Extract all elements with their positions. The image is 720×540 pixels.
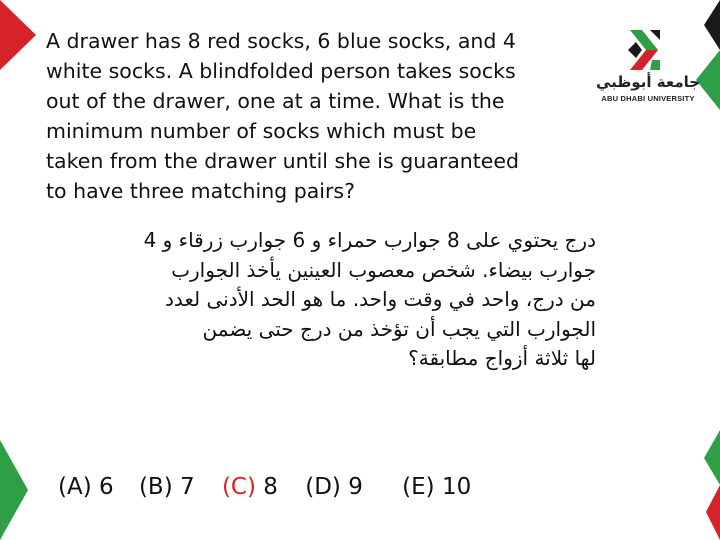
corner-decoration-top-left: [0, 0, 40, 70]
university-logo: [578, 28, 708, 108]
question-line-arabic: لها ثلاثة أزواج مطابقة؟: [408, 346, 596, 370]
option-value: 8: [263, 474, 278, 500]
option-value: 10: [441, 474, 472, 500]
answer-option-b: [139, 474, 195, 500]
corner-green-triangle: [0, 440, 28, 540]
option-value: 7: [180, 474, 195, 500]
corner-red-triangle: [706, 485, 720, 540]
option-letter: (B): [138, 474, 173, 500]
answer-option-d: [305, 474, 363, 500]
question-line: A drawer has 8 red socks, 6 blue socks, and 4: [46, 29, 516, 53]
question-line: white socks. A blindfolded person takes socks: [46, 59, 516, 83]
option-letter: (E): [402, 474, 435, 500]
answer-option-c: [222, 474, 278, 500]
question-line: minimum number of socks which must be: [46, 119, 477, 143]
option-letter-correct: (C): [221, 474, 256, 500]
answer-options: [58, 474, 471, 500]
answer-option-e: [402, 474, 471, 500]
option-letter: (A): [58, 474, 92, 500]
question-line-arabic: الجوارب التي يجب أن تؤخذ من درج حتى يضمن: [202, 316, 596, 341]
corner-red-triangle: [0, 0, 36, 70]
question-arabic: [40, 226, 596, 374]
corner-green-triangle: [704, 430, 720, 485]
corner-decoration-bottom-left: [0, 440, 30, 540]
option-value: 9: [348, 474, 363, 500]
question-line: out of the drawer, one at a time. What is the: [46, 89, 505, 113]
corner-decoration-bottom-right: [700, 430, 720, 540]
option-letter: (D): [305, 474, 341, 500]
question-line-arabic: جوارب بيضاء. شخص معصوب العينين يأخذ الجوارب: [171, 257, 596, 282]
question-line-arabic: من درج، واحد في وقت واحد. ما هو الحد الأدنى لعدد: [164, 287, 596, 311]
question-line: taken from the drawer until she is guaranteed: [46, 149, 520, 173]
question-line-arabic: درج يحتوي على 8 جوارب حمراء و 6 جوارب زرقاء و 4: [143, 228, 596, 252]
abu-dhabi-university-mark-icon: [622, 28, 666, 72]
question-english: [46, 26, 586, 206]
answer-option-a: [58, 474, 114, 500]
logo-english-name: ABU DHABI UNIVERSITY: [601, 94, 695, 103]
logo-arabic-name: جامعة أبوظبي: [595, 73, 701, 91]
option-value: 6: [99, 474, 114, 500]
question-line: to have three matching pairs?: [46, 179, 355, 203]
